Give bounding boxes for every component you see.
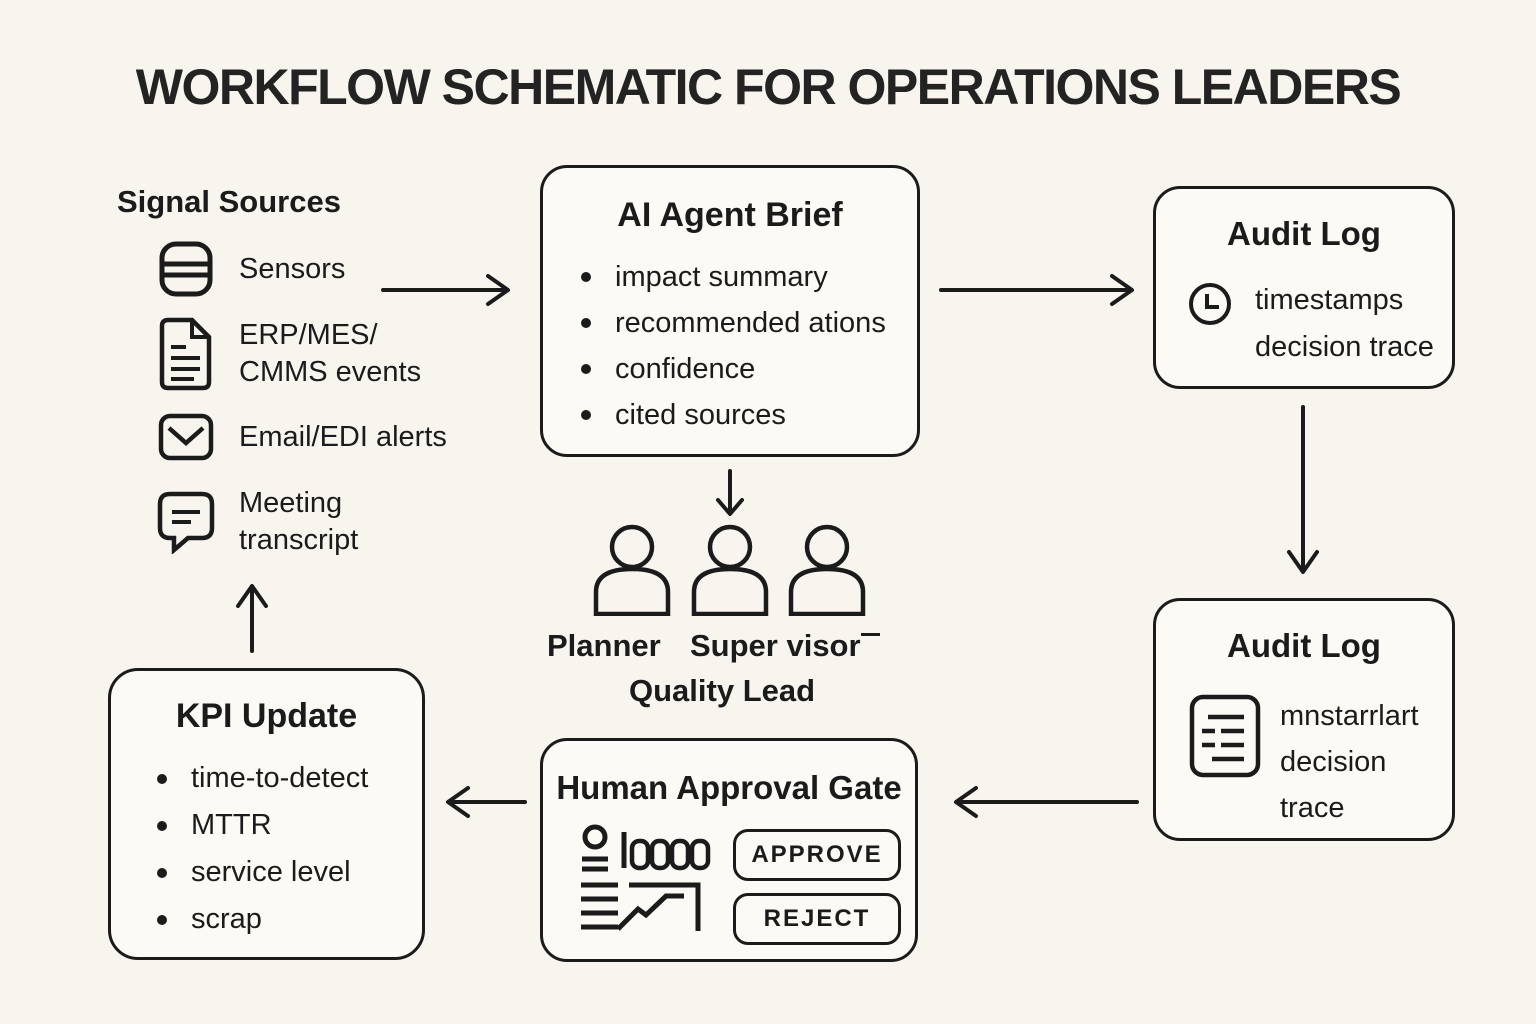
page-title: WORKFLOW SCHEMATIC FOR OPERATIONS LEADERS [135, 59, 1401, 115]
arrow-sources-to-brief [380, 272, 516, 308]
audit-log-top-lines [1255, 277, 1434, 371]
bullet-dot [581, 272, 591, 282]
source-label-line: Meeting [239, 487, 343, 519]
person-icon [590, 524, 674, 616]
audit-log-top-box [1153, 186, 1455, 389]
source-label-line: ERP/MES/ [239, 319, 378, 351]
arrow-gate-to-kpi [442, 784, 528, 820]
source-item-erp [155, 316, 421, 392]
source-label-line: transcript [239, 524, 359, 556]
reject-button[interactable]: REJECT [733, 893, 901, 945]
arrow-brief-to-audit [938, 272, 1140, 308]
source-label-line: CMMS events [239, 356, 422, 388]
person-icon [785, 524, 869, 616]
signal-sources-heading: Signal Sources [117, 184, 341, 219]
source-label [239, 317, 421, 391]
list-item [157, 896, 368, 943]
audit-log-top-content [1187, 277, 1434, 371]
kpi-update-title: KPI Update [175, 697, 358, 735]
audit-log-bottom-content [1188, 693, 1419, 831]
bullet-text: cited sources [615, 398, 786, 431]
clock-icon [1187, 281, 1233, 327]
bullet-text: impact summary [615, 260, 828, 293]
list-item [581, 392, 886, 438]
ai-agent-brief-title: AI Agent Brief [617, 196, 843, 234]
bullet-text: service level [191, 856, 351, 888]
audit-line: timestamps [1255, 284, 1404, 316]
audit-line: mnstarrlart [1280, 700, 1419, 732]
kpi-update-box [108, 668, 425, 960]
list-item [581, 254, 886, 300]
source-item-email [155, 412, 447, 462]
list-item [581, 300, 886, 346]
list-item [157, 849, 368, 896]
arrow-audit-to-audit [1285, 404, 1321, 584]
arrow-brief-to-reviewers [712, 468, 748, 522]
audit-line: decision [1280, 746, 1387, 778]
sensors-icon [155, 240, 217, 298]
bullet-text: scrap [191, 903, 262, 935]
audit-log-bottom-title: Audit Log [1227, 627, 1381, 664]
source-label: Sensors [239, 252, 346, 285]
list-item [157, 802, 368, 849]
bullet-text: MTTR [191, 809, 272, 841]
bullet-dot [581, 364, 591, 374]
audit-log-top-title: Audit Log [1227, 215, 1381, 252]
source-label: Email/EDI alerts [239, 420, 447, 453]
source-item-meeting [155, 485, 358, 559]
audit-log-bottom-box [1153, 598, 1455, 841]
audit-log-bottom-lines [1280, 693, 1419, 831]
envelope-icon [155, 412, 217, 462]
arrow-kpi-to-sources [234, 582, 270, 654]
human-approval-gate-box [540, 738, 918, 962]
list-item [581, 346, 886, 392]
ai-agent-brief-box [540, 165, 920, 457]
stray-dash-mark [861, 633, 880, 636]
bullet-text: recommended ations [615, 306, 886, 339]
bullet-dot [157, 774, 167, 784]
bullet-dot [157, 868, 167, 878]
approve-button[interactable]: APPROVE [733, 829, 901, 881]
source-label [239, 485, 358, 559]
kpi-update-list [157, 755, 368, 943]
source-item-sensors [155, 240, 345, 298]
bullet-dot [581, 318, 591, 328]
human-approval-gate-title: Human Approval Gate [556, 769, 902, 806]
reviewer-label-supervisor: Super visor [690, 628, 861, 663]
arrow-audit-to-gate [948, 784, 1140, 820]
bullet-dot [157, 821, 167, 831]
chat-bubble-icon [155, 490, 217, 554]
metrics-panel-icon [568, 821, 713, 943]
reviewer-label-quality-lead: Quality Lead [629, 673, 816, 708]
audit-line: trace [1280, 792, 1345, 824]
bullet-dot [581, 410, 591, 420]
bullet-text: confidence [615, 352, 756, 385]
bullet-text: time-to-detect [191, 762, 369, 794]
document-lines-icon [1188, 693, 1262, 779]
ai-agent-brief-list [581, 254, 886, 438]
bullet-dot [157, 915, 167, 925]
list-item [157, 755, 368, 802]
audit-line: decision trace [1255, 331, 1434, 363]
person-icon [688, 524, 772, 616]
reviewer-label-planner: Planner [547, 628, 661, 663]
erp-document-icon [155, 316, 217, 392]
